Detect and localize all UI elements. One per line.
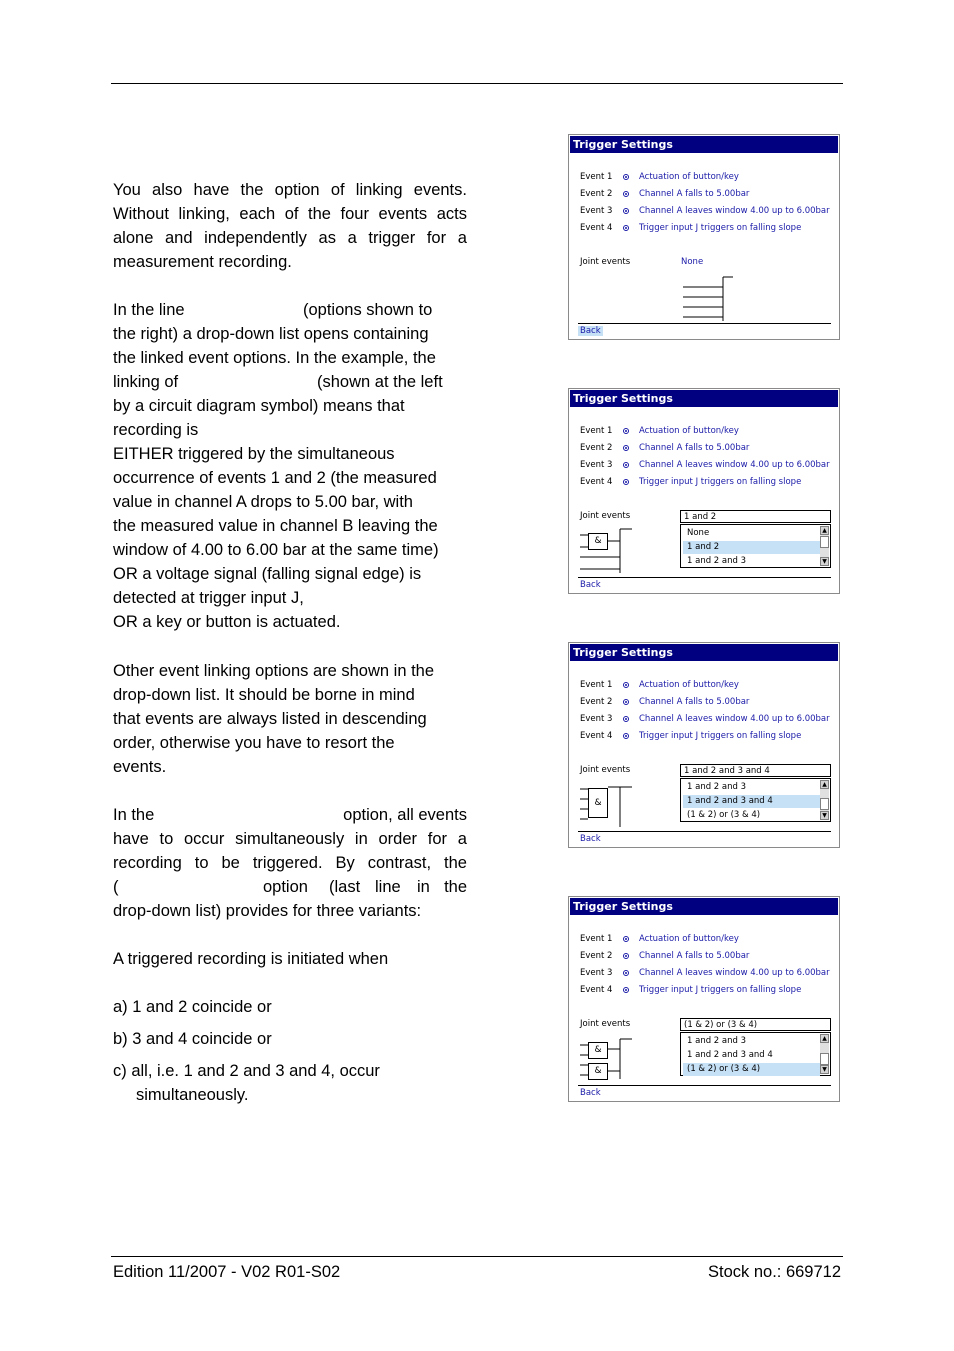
radio-icon[interactable] [623, 716, 629, 722]
scroll-down-icon[interactable]: ▼ [820, 557, 829, 566]
event-description[interactable]: Channel A leaves window 4.00 up to 6.00bar [639, 206, 830, 216]
text-line: by a circuit diagram symbol) means that [113, 397, 405, 415]
scroll-up-icon[interactable]: ▲ [820, 1034, 829, 1043]
text-line: In the option, all events [113, 806, 467, 824]
paragraph-variants [113, 803, 467, 923]
text-line: order, otherwise you have to resort the [113, 734, 395, 752]
text-line: occurrence of events 1 and 2 (the measured [113, 469, 437, 487]
dropdown-option[interactable]: None [687, 528, 710, 538]
window-title: Trigger Settings [570, 898, 838, 915]
text-line: You also have the option of linking events. [113, 181, 467, 199]
joint-events-label: Joint events [580, 511, 631, 521]
scroll-down-icon[interactable]: ▼ [820, 1065, 829, 1074]
header-rule [111, 83, 843, 84]
event-description[interactable]: Channel A falls to 5.00bar [639, 443, 750, 453]
list-item: c) all, i.e. 1 and 2 and 3 and 4, occur [113, 1062, 380, 1080]
event-label: Event 1 [580, 934, 613, 944]
radio-icon[interactable] [623, 191, 629, 197]
paragraph-initiated-when [113, 947, 467, 971]
and-gate-icon: & [588, 1042, 608, 1059]
and-gate-icon: & [588, 1063, 608, 1080]
text-line: value in channel A drops to 5.00 bar, with [113, 493, 413, 511]
event-description[interactable]: Actuation of button/key [639, 934, 739, 944]
paragraph-other-options [113, 659, 467, 779]
text-line: ( option (last line in the [113, 878, 467, 896]
event-description[interactable]: Trigger input J triggers on falling slope [639, 731, 802, 741]
text-line: linking of (shown at the left [113, 373, 443, 391]
event-label: Event 1 [580, 172, 613, 182]
event-description[interactable]: Actuation of button/key [639, 680, 739, 690]
event-label: Event 4 [580, 477, 613, 487]
dropdown-option-selected[interactable]: (1 & 2) or (3 & 4) [683, 1063, 820, 1076]
text-line: drop-down list. It should be borne in mind [113, 686, 415, 704]
scroll-up-icon[interactable]: ▲ [820, 526, 829, 535]
event-label: Event 2 [580, 189, 613, 199]
trigger-settings-screenshot-2 [568, 388, 840, 594]
radio-icon[interactable] [623, 936, 629, 942]
text-line: A triggered recording is initiated when [113, 950, 389, 968]
text-line: OR a voltage signal (falling signal edge) is [113, 565, 422, 583]
event-description[interactable]: Trigger input J triggers on falling slope [639, 985, 802, 995]
dropdown-option[interactable]: 1 and 2 and 3 [687, 556, 747, 566]
text-line: recording is [113, 421, 199, 439]
event-label: Event 4 [580, 985, 613, 995]
separator [578, 831, 831, 832]
and-gate-icon: & [588, 788, 608, 818]
event-label: Event 1 [580, 426, 613, 436]
event-description[interactable]: Trigger input J triggers on falling slope [639, 477, 802, 487]
scrollbar[interactable] [820, 526, 829, 566]
list-item: a) 1 and 2 coincide or [113, 998, 272, 1016]
scroll-thumb[interactable] [820, 798, 829, 810]
list-item-continuation: simultaneously. [136, 1086, 249, 1104]
radio-icon[interactable] [623, 733, 629, 739]
joint-events-label: Joint events [580, 257, 631, 267]
radio-icon[interactable] [623, 682, 629, 688]
text-line: EITHER triggered by the simultaneous [113, 445, 395, 463]
radio-icon[interactable] [623, 479, 629, 485]
radio-icon[interactable] [623, 428, 629, 434]
event-description[interactable]: Channel A falls to 5.00bar [639, 697, 750, 707]
event-description[interactable]: Channel A falls to 5.00bar [639, 189, 750, 199]
radio-icon[interactable] [623, 987, 629, 993]
joint-events-dropdown[interactable]: 1 and 2 [680, 510, 831, 523]
radio-icon[interactable] [623, 174, 629, 180]
dropdown-option-selected[interactable]: 1 and 2 and 3 and 4 [683, 795, 820, 808]
trigger-settings-screenshot-4 [568, 896, 840, 1102]
back-button[interactable]: Back [580, 326, 601, 336]
radio-icon[interactable] [623, 953, 629, 959]
event-description[interactable]: Actuation of button/key [639, 172, 739, 182]
radio-icon[interactable] [623, 462, 629, 468]
window-title: Trigger Settings [570, 136, 838, 153]
event-label: Event 3 [580, 460, 613, 470]
joint-events-label: Joint events [580, 1019, 631, 1029]
event-label: Event 3 [580, 714, 613, 724]
text-line: Other event linking options are shown in the [113, 662, 435, 680]
footer-rule [111, 1256, 843, 1257]
text-line: detected at trigger input J, [113, 589, 304, 607]
trigger-settings-screenshot-1 [568, 134, 840, 340]
dropdown-list[interactable] [680, 778, 831, 822]
window-title: Trigger Settings [570, 644, 838, 661]
dropdown-option[interactable]: 1 and 2 and 3 [687, 782, 747, 792]
dropdown-option-selected[interactable]: 1 and 2 [683, 541, 820, 554]
joint-events-value[interactable]: None [681, 257, 704, 267]
event-label: Event 3 [580, 206, 613, 216]
text-line: drop-down list) provides for three variants: [113, 902, 422, 920]
event-label: Event 4 [580, 731, 613, 741]
scrollbar[interactable] [820, 780, 829, 820]
event-description[interactable]: Channel A leaves window 4.00 up to 6.00bar [639, 968, 830, 978]
back-button[interactable]: Back [580, 1088, 601, 1098]
text-line: window of 4.00 to 6.00 bar at the same time) [113, 541, 439, 559]
event-description[interactable]: Channel A leaves window 4.00 up to 6.00bar [639, 714, 830, 724]
list-item: b) 3 and 4 coincide or [113, 1030, 272, 1048]
joint-events-dropdown[interactable]: (1 & 2) or (3 & 4) [680, 1018, 831, 1031]
event-description[interactable]: Channel A falls to 5.00bar [639, 951, 750, 961]
text-line: alone and independently as a trigger for a [113, 229, 467, 247]
trigger-settings-screenshot-3 [568, 642, 840, 848]
text-line: that events are always listed in descending [113, 710, 427, 728]
event-label: Event 4 [580, 223, 613, 233]
window-title: Trigger Settings [570, 390, 838, 407]
event-label: Event 2 [580, 697, 613, 707]
scroll-thumb[interactable] [820, 1053, 829, 1065]
radio-icon[interactable] [623, 699, 629, 705]
text-line: recording to be triggered. By contrast, the [113, 854, 467, 872]
radio-icon[interactable] [623, 970, 629, 976]
text-line: In the line (options shown to [113, 301, 433, 319]
joint-events-dropdown[interactable]: 1 and 2 and 3 and 4 [680, 764, 831, 777]
radio-icon[interactable] [623, 208, 629, 214]
text-line: OR a key or button is actuated. [113, 613, 341, 631]
event-label: Event 1 [580, 680, 613, 690]
dropdown-list[interactable] [680, 524, 831, 568]
dropdown-list[interactable] [680, 1032, 831, 1076]
radio-icon[interactable] [623, 445, 629, 451]
event-description[interactable]: Actuation of button/key [639, 426, 739, 436]
back-button[interactable]: Back [580, 834, 601, 844]
event-label: Event 2 [580, 443, 613, 453]
separator [578, 577, 831, 578]
link-lines-icon [683, 273, 743, 323]
radio-icon[interactable] [623, 225, 629, 231]
scroll-thumb[interactable] [820, 536, 829, 548]
text-line: have to occur simultaneously in order for a [113, 830, 467, 848]
scroll-down-icon[interactable]: ▼ [820, 811, 829, 820]
variant-list [113, 995, 467, 1107]
scroll-up-icon[interactable]: ▲ [820, 780, 829, 789]
text-line: the linked event options. In the example, the [113, 349, 436, 367]
dropdown-option[interactable]: (1 & 2) or (3 & 4) [687, 810, 761, 820]
event-label: Event 3 [580, 968, 613, 978]
dropdown-option[interactable]: 1 and 2 and 3 and 4 [687, 1050, 773, 1060]
text-line: the measured value in channel B leaving the [113, 517, 438, 535]
paragraph-dropdown-explanation [113, 298, 467, 634]
event-description[interactable]: Trigger input J triggers on falling slope [639, 223, 802, 233]
dropdown-option[interactable]: 1 and 2 and 3 [687, 1036, 747, 1046]
separator [578, 323, 831, 324]
back-button[interactable]: Back [580, 580, 601, 590]
text-line: measurement recording. [113, 253, 292, 271]
joint-events-label: Joint events [580, 765, 631, 775]
text-line: the right) a drop-down list opens containing [113, 325, 429, 343]
separator [578, 1085, 831, 1086]
text-line: events. [113, 758, 167, 776]
edition-info: Edition 11/2007 - V02 R01-S02 [113, 1263, 341, 1281]
scrollbar[interactable] [820, 1034, 829, 1074]
event-description[interactable]: Channel A leaves window 4.00 up to 6.00bar [639, 460, 830, 470]
paragraph-linking-intro [113, 178, 467, 274]
stock-number: Stock no.: 669712 [707, 1263, 841, 1281]
text-line: Without linking, each of the four events acts [113, 205, 467, 223]
event-label: Event 2 [580, 951, 613, 961]
and-gate-icon: & [588, 533, 608, 550]
